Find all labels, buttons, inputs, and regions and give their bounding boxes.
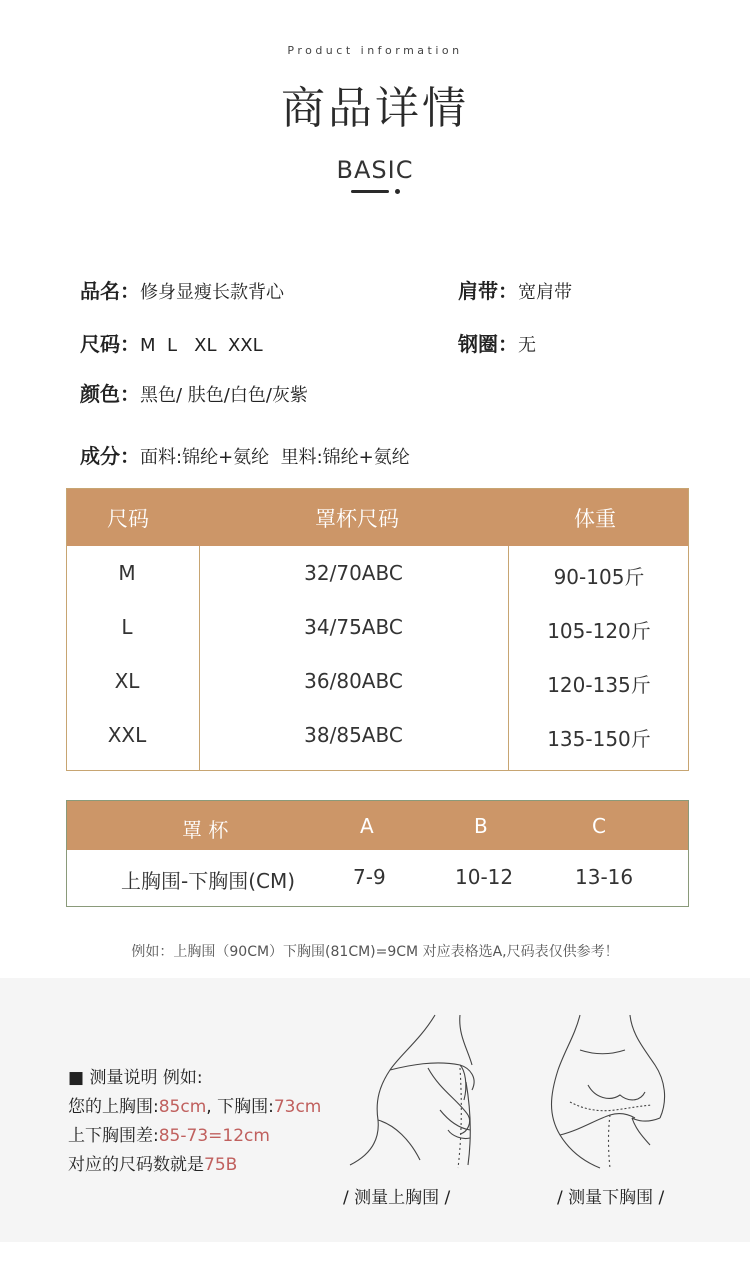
attr-strap-value: 宽肩带 — [518, 282, 572, 303]
cup-cell: 36/80ABC — [304, 669, 403, 693]
size-header-size: 尺码 — [107, 507, 149, 531]
cup-row-a: 7-9 — [353, 865, 386, 889]
attr-color — [80, 378, 308, 407]
attr-size-value: M L XL XXL — [140, 335, 263, 356]
measure-upper-label: 您的上胸围: — [68, 1097, 159, 1117]
size-table-header — [67, 489, 688, 546]
cup-table-header — [67, 801, 688, 850]
cup-header-c: C — [592, 814, 606, 838]
size-table — [66, 488, 689, 771]
size-cell: XXL — [107, 723, 147, 747]
measure-result-value: 75B — [204, 1155, 238, 1175]
weight-cell: 90-105斤 — [553, 565, 645, 589]
attr-material-value: 面料:锦纶+氨纶 里料:锦纶+氨纶 — [140, 447, 410, 468]
attr-wire-label: 钢圈： — [458, 332, 518, 356]
weight-cell: 135-150斤 — [547, 727, 651, 751]
measure-diff-value: 85-73=12cm — [158, 1126, 270, 1146]
attr-size — [80, 328, 263, 357]
size-cell: M — [118, 561, 136, 585]
section-title: BASIC — [336, 156, 414, 184]
measure-upper-value: 85cm — [158, 1097, 207, 1117]
cup-row-b: 10-12 — [455, 865, 514, 889]
cup-row-c: 13-16 — [575, 865, 634, 889]
attr-strap — [458, 275, 572, 304]
cup-header-b: B — [474, 814, 488, 838]
measure-heading: ■ 测量说明 例如: — [68, 1068, 203, 1088]
attr-wire-value: 无 — [518, 335, 536, 356]
caption-lower-bust: / 测量下胸围 / — [557, 1188, 665, 1208]
cup-cell: 38/85ABC — [304, 723, 403, 747]
cup-cell: 32/70ABC — [304, 561, 403, 585]
size-header-weight: 体重 — [574, 507, 616, 531]
size-cell: XL — [114, 669, 140, 693]
size-cell: L — [121, 615, 133, 639]
upper-bust-illustration — [340, 1010, 490, 1170]
caption-upper-bust: / 测量上胸围 / — [343, 1188, 451, 1208]
attr-strap-label: 肩带： — [458, 279, 518, 303]
section-underline — [351, 190, 389, 193]
attr-color-label: 颜色： — [80, 382, 140, 406]
size-header-cup: 罩杯尺码 — [315, 507, 399, 531]
measure-diff-label: 上下胸围差: — [68, 1126, 159, 1146]
cup-cell: 34/75ABC — [304, 615, 403, 639]
cup-header-a: A — [360, 814, 374, 838]
section-dot — [395, 189, 400, 194]
attr-material — [80, 440, 410, 469]
lower-bust-illustration — [540, 1010, 690, 1170]
subtitle: Product information — [287, 44, 463, 57]
measure-lower-label: , 下胸围: — [206, 1097, 274, 1117]
measure-line-1 — [68, 1092, 321, 1117]
measure-lower-value: 73cm — [273, 1097, 322, 1117]
attr-name-value: 修身显瘦长款背心 — [140, 282, 284, 303]
attr-name-label: 品名： — [80, 279, 140, 303]
attr-color-value: 黑色/ 肤色/白色/灰紫 — [140, 385, 308, 406]
measure-line-3 — [68, 1150, 237, 1175]
cup-table — [66, 800, 689, 907]
measure-result-label: 对应的尺码数就是 — [68, 1155, 204, 1175]
attr-wire — [458, 328, 536, 357]
attr-material-label: 成分： — [80, 444, 140, 468]
measure-line-2 — [68, 1121, 270, 1146]
weight-cell: 105-120斤 — [547, 619, 651, 643]
cup-header-label: 罩 杯 — [182, 818, 229, 842]
example-note: 例如：上胸围（90CM）下胸围(81CM)=9CM 对应表格选A,尺码表仅供参考！ — [131, 944, 619, 960]
attr-name — [80, 275, 284, 304]
page-title: 商品详情 — [281, 83, 469, 134]
cup-row-label: 上胸围-下胸围(CM) — [121, 869, 296, 893]
weight-cell: 120-135斤 — [547, 673, 651, 697]
attr-size-label: 尺码： — [80, 332, 140, 356]
